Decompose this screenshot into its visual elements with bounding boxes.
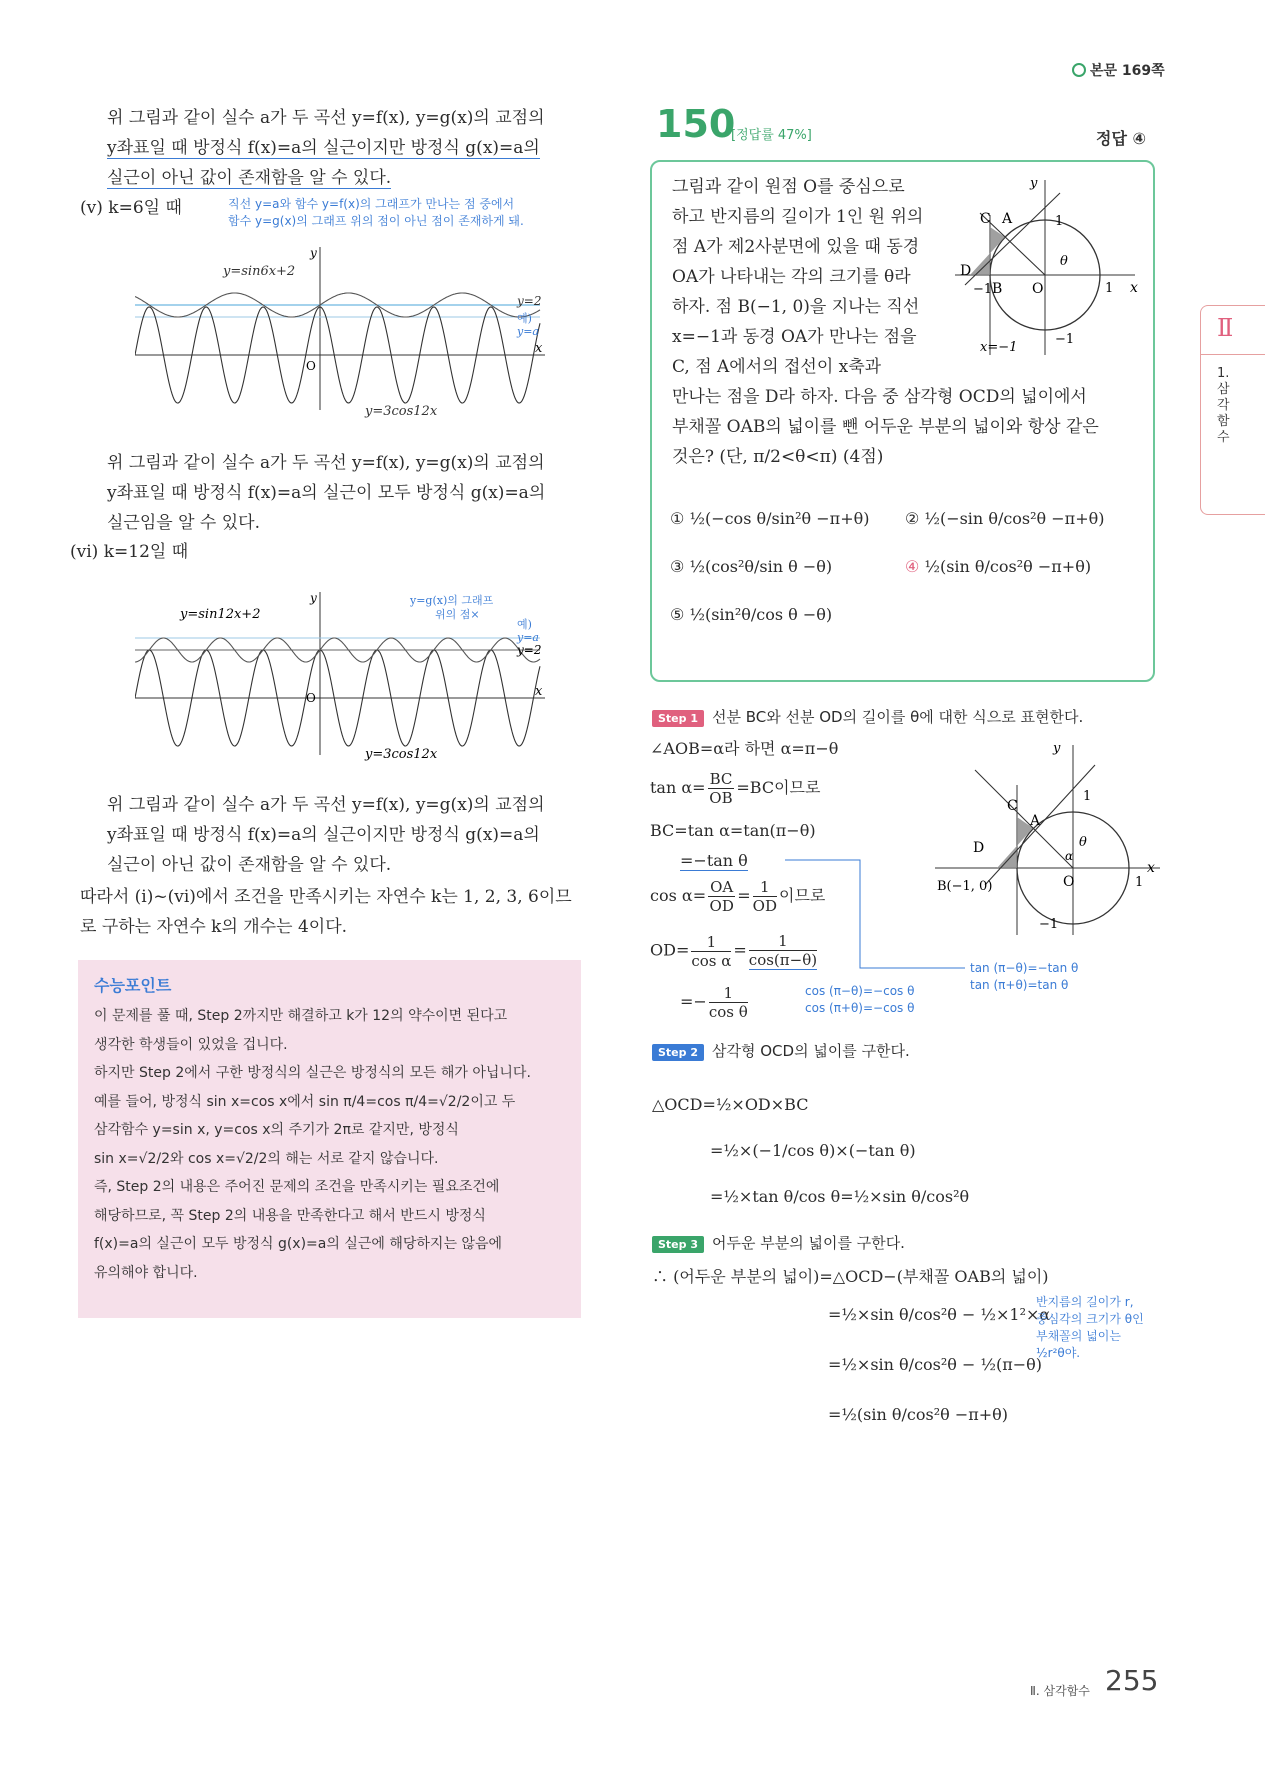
left-para1: 위 그림과 같이 실수 a가 두 곡선 y=f(x), y=g(x)의 교점의 y좌표일 때 방정식 f(x)=a의 실근이지만 방정식 g(x)=a의 실근이 아닌 값이 존재함을 알 수 있다.	[107, 108, 545, 188]
label-cos12x-2: y=3cos12x	[365, 747, 438, 762]
fig1-B: B	[992, 281, 1003, 297]
page-ref: 본문 169쪽	[1072, 60, 1165, 80]
label-gx: y=g(x)의 그래프	[410, 594, 494, 607]
fig2-neg1: −1	[1039, 917, 1059, 932]
circle-icon	[1072, 63, 1086, 77]
chapter-tab-text: 1. 삼각함수	[1217, 366, 1230, 445]
fig2-A: A	[1030, 813, 1041, 829]
accuracy: [정답률 47%]	[731, 128, 812, 143]
step2-header: Step 2 삼각형 OCD의 넓이를 구한다.	[652, 1040, 910, 1061]
footer-chapter: Ⅱ. 삼각함수	[1030, 1684, 1090, 1698]
fig1-xline: x=−1	[980, 340, 1018, 355]
chapter-tab-roman: Ⅱ	[1217, 314, 1234, 342]
page-number: 255	[1105, 1664, 1159, 1697]
fig1-O: O	[1032, 281, 1044, 297]
step1-header: Step 1 선분 BC와 선분 OD의 길이를 θ에 대한 식으로 표현한다.	[652, 706, 1083, 727]
fig1-neg1y: −1	[1055, 332, 1075, 347]
choice-3[interactable]: ③ ½(cos²θ/sin θ −θ)	[670, 557, 833, 576]
conclusion: 따라서 (i)~(vi)에서 조건을 만족시키는 자연수 k는 1, 2, 3, 6이므 로 구하는 자연수 k의 개수는 4이다.	[80, 887, 572, 937]
label-gx2: 위의 점×	[435, 608, 480, 621]
fig1-neg1x: −1	[973, 282, 993, 297]
origin2: O	[306, 691, 316, 705]
axis-y: y	[310, 246, 317, 260]
fig1-1: 1	[1105, 281, 1114, 296]
figure-circle-2	[935, 740, 1165, 940]
fig2-y: y	[1053, 741, 1061, 756]
choice-2[interactable]: ② ½(−sin θ/cos²θ −π+θ)	[905, 509, 1105, 528]
fig1-x: x	[1130, 280, 1138, 296]
step3-header: Step 3 어두운 부분의 넓이를 구한다.	[652, 1232, 905, 1253]
chapter-tab[interactable]	[1200, 305, 1265, 515]
choice-1[interactable]: ① ½(−cos θ/sin²θ −π+θ)	[670, 509, 870, 528]
point-title: 수능포인트	[94, 976, 172, 995]
label-ya: y=a	[517, 325, 539, 338]
step1-note-tan: tan (π−θ)=−tan θ tan (π+θ)=tan θ	[970, 961, 1079, 992]
choice-4[interactable]: ④ ½(sin θ/cos²θ −π+θ)	[905, 557, 1092, 576]
axis-x: x	[535, 341, 543, 356]
axis-y2: y	[310, 591, 317, 605]
fig2-C: C	[1007, 798, 1018, 814]
fig2-alpha: α	[1065, 849, 1074, 863]
step2-body: △OCD=½×OD×BC =½×(−1/cos θ)×(−tan θ) =½×tan θ/cos θ=½×sin θ/cos²θ	[652, 1095, 970, 1206]
fig2-B: B(−1, 0)	[937, 879, 993, 894]
fig2-x: x	[1147, 860, 1155, 876]
case-vi: (vi) k=12일 때	[70, 542, 189, 562]
label-ex: 예)	[517, 312, 532, 325]
step3-body: ∴ (어두운 부분의 넓이)=△OCD−(부채꼴 OAB의 넓이) =½×sin θ/cos²θ − ½×1²×α =½×sin θ/cos²θ − ½(π−θ) =½(sin θ/cos²θ −π+θ)	[652, 1267, 1051, 1424]
fig2-O: O	[1063, 874, 1075, 890]
label-y2: y=2	[517, 294, 542, 308]
case-v: (v) k=6일 때	[80, 198, 182, 218]
graph-k12	[135, 590, 555, 765]
label-ya2: y=a	[517, 631, 539, 644]
fig2-1y: 1	[1083, 789, 1092, 804]
fig2-D: D	[973, 840, 985, 856]
note-v: 직선 y=a와 함수 y=f(x)의 그래프가 만나는 점 중에서 함수 y=g(x)의 그래프 위의 점이 아닌 점이 존재하게 돼.	[228, 197, 524, 228]
fig1-D: D	[960, 263, 972, 279]
label-y2-2: y=2	[517, 643, 542, 657]
fig2-1: 1	[1135, 875, 1144, 890]
figure-circle-1	[955, 175, 1145, 360]
problem-number: 150	[656, 102, 736, 146]
label-sin6x: y=sin6x+2	[223, 264, 296, 279]
label-ex2: 예)	[517, 618, 532, 631]
label-sin12x: y=sin12x+2	[180, 607, 261, 622]
choice-5[interactable]: ⑤ ½(sin²θ/cos θ −θ)	[670, 605, 833, 624]
answer: 정답 ④	[1096, 129, 1147, 148]
fig1-A: A	[1002, 211, 1013, 227]
left-para2: 위 그림과 같이 실수 a가 두 곡선 y=f(x), y=g(x)의 교점의 y좌표일 때 방정식 f(x)=a의 실근이 모두 방정식 g(x)=a의 실근임을 알 수 있다.	[107, 453, 546, 533]
fig1-y: y	[1030, 176, 1038, 191]
graph-k6	[135, 245, 555, 420]
point-lines: 이 문제를 풀 때, Step 2까지만 해결하고 k가 12의 약수이면 된다고 생각한 학생들이 있었을 겁니다. 하지만 Step 2에서 구한 방정식의 실근은 방정식의 모든 해가 아닙니다. 예를 들어, 방정식 sin x=cos x에서 sin π/4=cos π/4=√2/2이고 두 삼각함수 y=sin x, y=cos x의 주기가 2π로 같지만, 방정식 sin x=√2/2와 cos x=√2/2의 해는 서로 같지 않습니다. 즉, Step 2의 내용은 주어진 문제의 조건을 만족시키는 필요조건에 해당하므로, 꼭 Step 2의 내용을 만족한다고 해서 반드시 방정식 f(x)=a의 실근이 모두 방정식 g(x)=a의 실근에 해당하지는 않음에 유의해야 합니다.	[94, 1008, 531, 1281]
origin: O	[306, 359, 316, 373]
step1-note-cos: cos (π−θ)=−cos θ cos (π+θ)=−cos θ	[805, 984, 915, 1015]
axis-x2: x	[535, 684, 543, 699]
fig1-1y: 1	[1055, 214, 1064, 229]
fig1-C: C	[980, 211, 991, 227]
question-text: 그림과 같이 원점 O를 중심으로 하고 반지름의 길이가 1인 원 위의 점 A가 제2사분면에 있을 때 동경 OA가 나타내는 각의 크기를 θ라 하자. 점 B(−1, 0)을 지나는 직선 x=−1과 동경 OA가 만나는 점을 C, 점 A에서의 접선이 x축과 만나는 점을 D라 하자. 다음 중 삼각형 OCD의 넓이에서 부채꼴 OAB의 넓이를 뺀 어두운 부분의 넓이와 항상 같은 것은? (단, π/2<θ<π) (4점)	[672, 177, 1099, 467]
point-box	[78, 960, 581, 1318]
fig1-theta: θ	[1060, 254, 1068, 269]
left-para3: 위 그림과 같이 실수 a가 두 곡선 y=f(x), y=g(x)의 교점의 y좌표일 때 방정식 f(x)=a의 실근이지만 방정식 g(x)=a의 실근이 아닌 값이 존재함을 알 수 있다.	[107, 795, 545, 875]
fig2-theta: θ	[1079, 835, 1087, 850]
step3-note: 반지름의 길이가 r, 중심각의 크기가 θ인 부채꼴의 넓이는 ½r²θ야.	[1036, 1295, 1144, 1360]
label-cos12x: y=3cos12x	[365, 404, 438, 419]
